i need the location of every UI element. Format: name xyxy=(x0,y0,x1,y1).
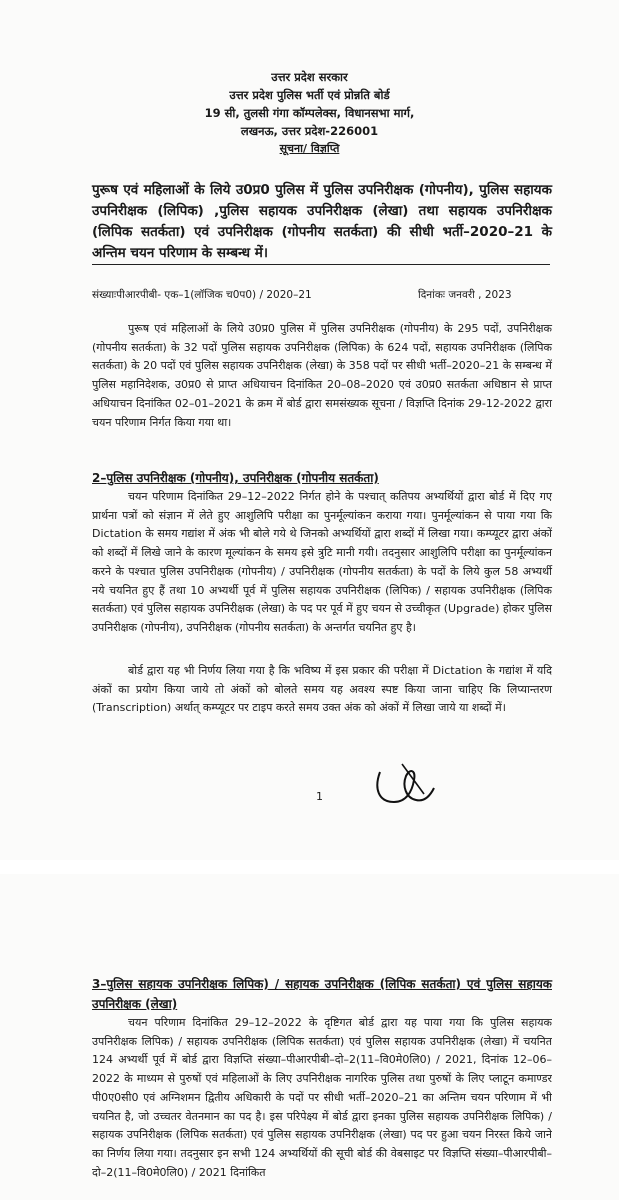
reference-date: दिनांकः जनवरी , 2023 xyxy=(418,289,512,301)
intro-paragraph xyxy=(92,320,552,432)
government-name: उत्तर प्रदेश सरकार xyxy=(271,70,348,84)
board-city: लखनऊ, उत्तर प्रदेश-226001 xyxy=(240,124,379,138)
intro-paragraph-text: पुरूष एवं महिलाओं के लिये उ0प्र0 पुलिस में पुलिस उपनिरीक्षक (गोपनीय) के 295 पदों, उपनिरीक्षक (गोपनीय सतर्कता) के 32 पदों पुलिस सहायक उपनिरीक्षक (लिपिक) के 624 पदों, सहायक उपनिरीक्षक (लिपिक सतर्कता) के 20 पदों एवं पुलिस सहायक उपनिरीक्षक (लेखा) के 358 पदों पर सीधी भर्ती–2020–21 के सम्बन्ध में पुलिस महानिदेशक, उ0प्र0 से प्राप्त अधियाचन दिनांकित 20–08–2020 एवं उ0प्र0 सतर्कता अधिष्ठान से प्राप्त अधियाचन दिनांकित 02–01–2021 के क्रम में बोर्ड द्वारा समसंख्यक सूचना / विज्ञप्ति दिनांक 29-12-2022 द्वारा चयन परिणाम निर्गत किया गया था। xyxy=(92,322,552,429)
subject-heading: पुरूष एवं महिलाओं के लिये उ0प्र0 पुलिस में पुलिस उपनिरीक्षक (गोपनीय), पुलिस सहायक उपनिरीक्षक (लिपिक) ,पुलिस सहायक उपनिरीक्षक (लेखा) तथा सहायक उपनिरीक्षक (लिपिक सतर्कता) एवं उपनिरीक्षक (गोपनीय सतर्कता) की सीधी भर्ती–2020–21 के अन्तिम चयन परिणाम के सम्बन्ध में। xyxy=(92,182,552,261)
section-2-paragraph-1-text: चयन परिणाम दिनांकित 29–12–2022 निर्गत होने के पश्चात् कतिपय अभ्यर्थियों द्वारा बोर्ड में दिए गए प्रार्थना पत्रों को संज्ञान में लेते हुए आशुलिपि परीक्षा का पुनर्मूल्यांकन कराया गया। पुनर्मूल्यांकन से पाया गया कि Dictation के समय गद्यांश में अंक भी बोले गये थे जिनको अभ्यर्थियों द्वारा शब्दों में लिखा गया। कम्प्यूटर द्वारा अंकों को शब्दों में लिखे जाने के कारण मूल्यांकन के समय इसे त्रुटि मानी गयी। तदनुसार आशुलिपि परीक्षा का पुनर्मूल्यांकन करने के पश्चात पुलिस उपनिरीक्षक (गोपनीय) / उपनिरीक्षक (गोपनीय सतर्कता) के पदों के लिये कुल 58 अभ्यर्थी नये चयनित हुए हैं तथा 10 अभ्यर्थी पूर्व में पुलिस सहायक उपनिरीक्षक (लिपिक) / सहायक उपनिरीक्षक (लिपिक सतर्कता) एवं पुलिस सहायक उपनिरीक्षक (लेखा) के पद पर पूर्व में हुए चयन से उच्चीकृत (Upgrade) होकर पुलिस उपनिरीक्षक (गोपनीय), उपनिरीक्षक (गोपनीय सतर्कता) के अन्तर्गत चयनित हुए है। xyxy=(92,490,552,634)
section-2-paragraph-2 xyxy=(92,662,552,718)
reference-number: संख्याःपीआरपीबी- एक–1(लॉजिक च0प0) / 2020–21 xyxy=(92,289,312,301)
section-2-paragraph-2-text: बोर्ड द्वारा यह भी निर्णय लिया गया है कि भविष्य में इस प्रकार की परीक्षा में Dictation के गद्यांश में यदि अंकों का प्रयोग किया जाये तो अंकों को बोलते समय यह अवश्य स्पष्ट किया जाना चाहिए कि लिप्यान्तरण (Transcription) अर्थात् कम्प्यूटर पर टाइप करते समय उक्त अंक को अंकों में लिखा जाये या शब्दों में। xyxy=(92,664,552,715)
section-3-paragraph-1-text: चयन परिणाम दिनांकित 29–12–2022 के दृष्टिगत बोर्ड द्वारा यह पाया गया कि पुलिस सहायक उपनिरीक्षक लिपिक) / सहायक उपनिरीक्षक (लिपिक सतर्कता) एवं पुलिस सहायक उपनिरीक्षक (लेखा) में चयनित 124 अभ्यर्थी पूर्व में बोर्ड द्वारा विज्ञप्ति संख्या–पीआरपीबी–दो–2(11–वि0मे0लि0) / 2021, दिनांक 12–06–2022 के माध्यम से पुरुषों एवं महिलाओं के लिए उपनिरीक्षक नागरिक पुलिस तथा पुरुषों के लिए प्लाटून कमाण्डर पी0ए0सी0 एवं अग्निशमन द्वितीय अधिकारी के पदों पर सीधी भर्ती–2020–21 का अन्तिम चयन परिणाम में भी चयनित है, जो उच्चतर वेतनमान का पद है। इस परिपेक्ष्य में बोर्ड द्वारा इनका पुलिस सहायक उपनिरीक्षक लिपिक) / सहायक उपनिरीक्षक (लिपिक सतर्कता) एवं पुलिस सहायक उपनिरीक्षक (लेखा) पद पर हुआ चयन निरस्त किये जाने का निर्णय लिया गया। तदनुसार इन सभी 124 अभ्यर्थियों की सूची बोर्ड की वेबसाइट पर विज्ञप्ति संख्या–पीआरपीबी–दो–2(11–वि0मे0लि0) / 2021 दिनांकित xyxy=(92,1016,552,1179)
page-number: 1 xyxy=(316,790,323,803)
letterhead xyxy=(0,68,619,158)
section-2-heading: 2–पुलिस उपनिरीक्षक (गोपनीय), उपनिरीक्षक (गोपनीय सतर्कता) xyxy=(92,471,379,485)
section-3-paragraph-1 xyxy=(92,1014,552,1200)
notice-label: सूचना/ विज्ञप्ति xyxy=(279,142,340,155)
page-gap xyxy=(0,860,619,874)
board-address: 19 सी, तुलसी गंगा कॉम्पलेक्स, विधानसभा मार्ग, xyxy=(204,106,415,120)
signature xyxy=(372,758,442,814)
section-2-paragraph-1 xyxy=(92,488,552,638)
divider xyxy=(92,264,550,265)
board-name: उत्तर प्रदेश पुलिस भर्ती एवं प्रोन्नति बोर्ड xyxy=(229,88,390,102)
section-3-heading: 3–पुलिस सहायक उपनिरीक्षक लिपिक) / सहायक उपनिरीक्षक (लिपिक सतर्कता) एवं पुलिस सहायक उपनिरीक्षक (लेखा) xyxy=(92,977,552,1011)
